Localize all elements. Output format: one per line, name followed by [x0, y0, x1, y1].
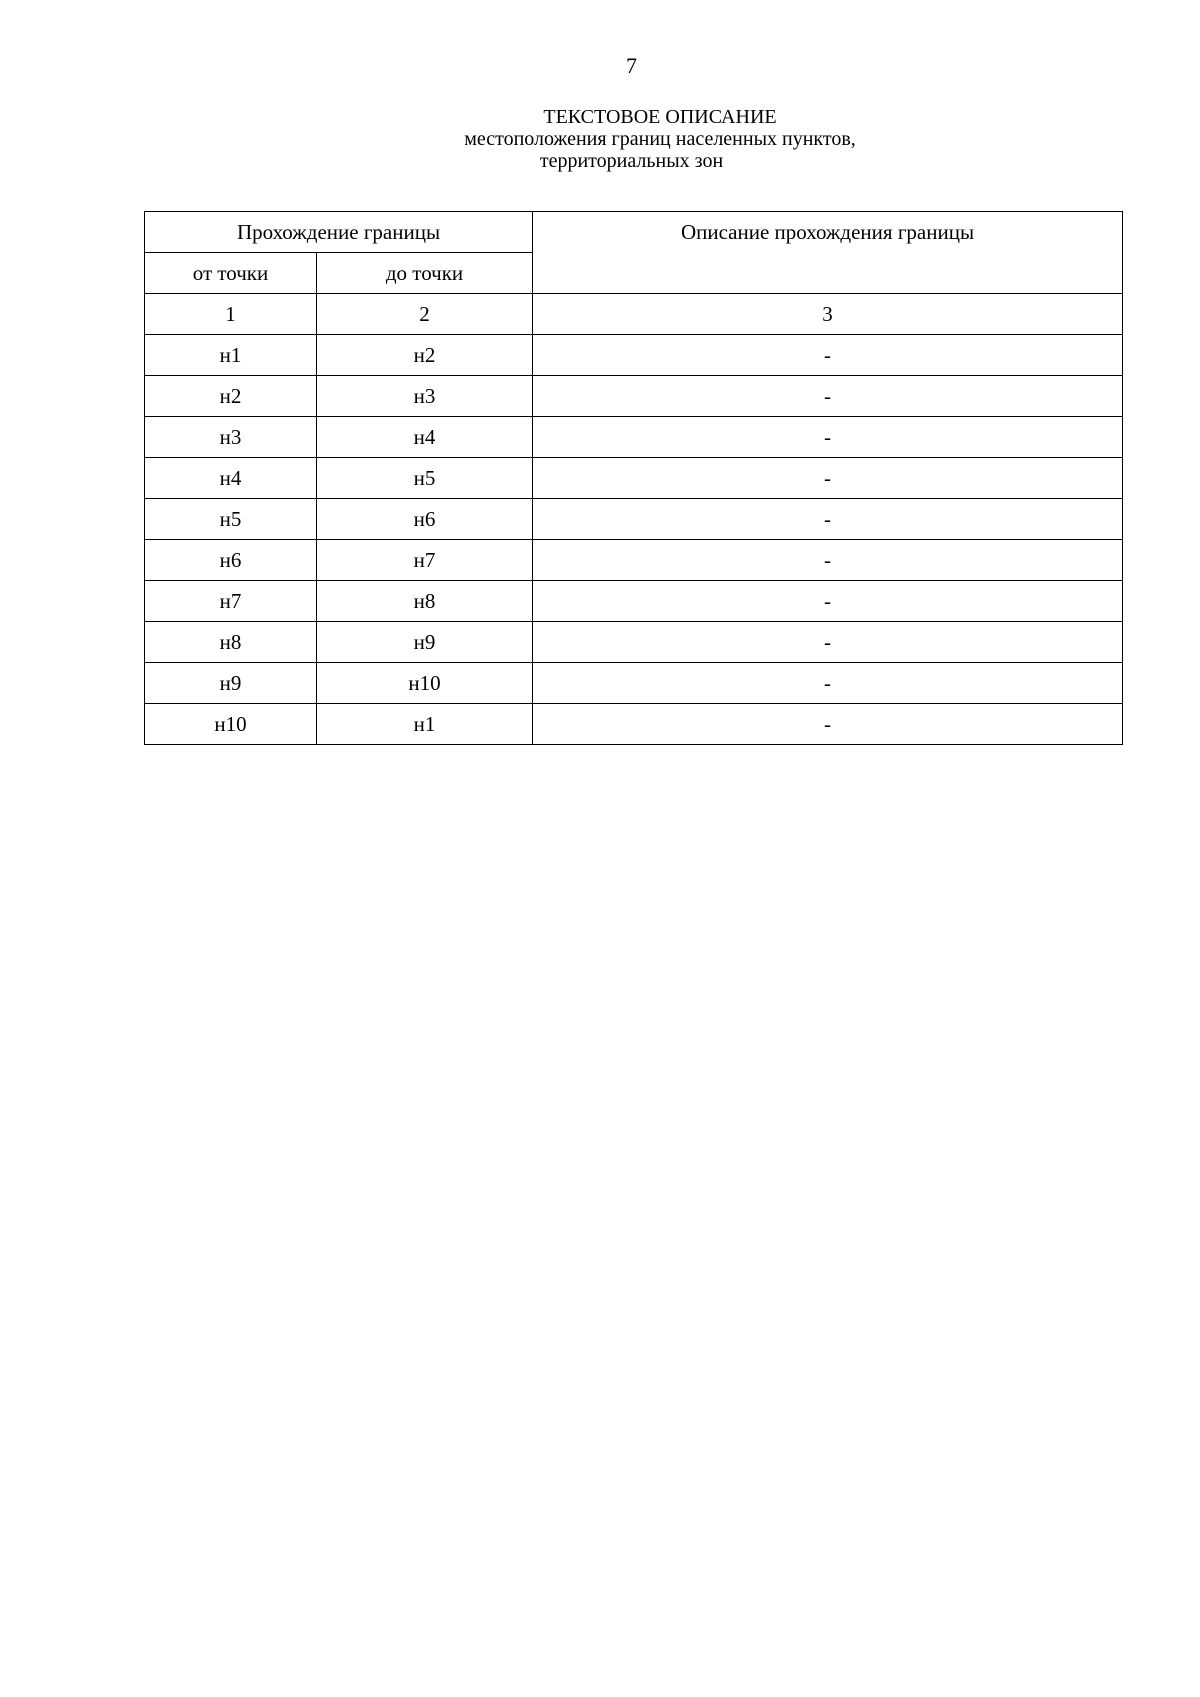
- cell-to-point: н10: [317, 663, 533, 704]
- table-row: [145, 458, 1123, 499]
- header-to-point: до точки: [317, 253, 533, 294]
- table-row: [145, 704, 1123, 745]
- cell-description: -: [533, 663, 1123, 704]
- column-number: 3: [533, 294, 1123, 335]
- cell-from-point: н2: [145, 376, 317, 417]
- cell-to-point: н5: [317, 458, 533, 499]
- cell-to-point: н8: [317, 581, 533, 622]
- cell-from-point: н8: [145, 622, 317, 663]
- column-numbers-row: [145, 294, 1123, 335]
- cell-from-point: н7: [145, 581, 317, 622]
- table-row: [145, 417, 1123, 458]
- cell-from-point: н3: [145, 417, 317, 458]
- cell-to-point: н3: [317, 376, 533, 417]
- cell-to-point: н4: [317, 417, 533, 458]
- heading-subtitle-line2: территориальных зон: [539, 150, 724, 172]
- table-row: [145, 335, 1123, 376]
- cell-from-point: н4: [145, 458, 317, 499]
- page-number: 7: [626, 53, 637, 78]
- cell-from-point: н9: [145, 663, 317, 704]
- cell-description: -: [533, 417, 1123, 458]
- heading-subtitle-line1: местоположения границ населенных пунктов,: [464, 128, 856, 150]
- cell-description: -: [533, 540, 1123, 581]
- cell-description: -: [533, 376, 1123, 417]
- table-row: [145, 540, 1123, 581]
- table-row: [145, 622, 1123, 663]
- header-boundary-passage: Прохождение границы: [145, 212, 533, 253]
- cell-from-point: н6: [145, 540, 317, 581]
- table-row: [145, 499, 1123, 540]
- table-row: [145, 581, 1123, 622]
- cell-to-point: н1: [317, 704, 533, 745]
- cell-from-point: н10: [145, 704, 317, 745]
- cell-to-point: н7: [317, 540, 533, 581]
- cell-description: -: [533, 499, 1123, 540]
- document-heading: [0, 106, 1200, 172]
- boundary-table: [144, 211, 1123, 745]
- cell-from-point: н5: [145, 499, 317, 540]
- cell-description: -: [533, 458, 1123, 499]
- column-number: 1: [145, 294, 317, 335]
- column-number: 2: [317, 294, 533, 335]
- table-row: [145, 663, 1123, 704]
- cell-description: -: [533, 581, 1123, 622]
- cell-description: -: [533, 704, 1123, 745]
- cell-description: -: [533, 335, 1123, 376]
- table-row: [145, 376, 1123, 417]
- cell-to-point: н2: [317, 335, 533, 376]
- table-header-row: [145, 212, 1123, 253]
- cell-to-point: н6: [317, 499, 533, 540]
- header-description: Описание прохождения границы: [533, 212, 1123, 294]
- cell-to-point: н9: [317, 622, 533, 663]
- heading-title: ТЕКСТОВОЕ ОПИСАНИЕ: [543, 106, 777, 128]
- cell-from-point: н1: [145, 335, 317, 376]
- cell-description: -: [533, 622, 1123, 663]
- header-from-point: от точки: [145, 253, 317, 294]
